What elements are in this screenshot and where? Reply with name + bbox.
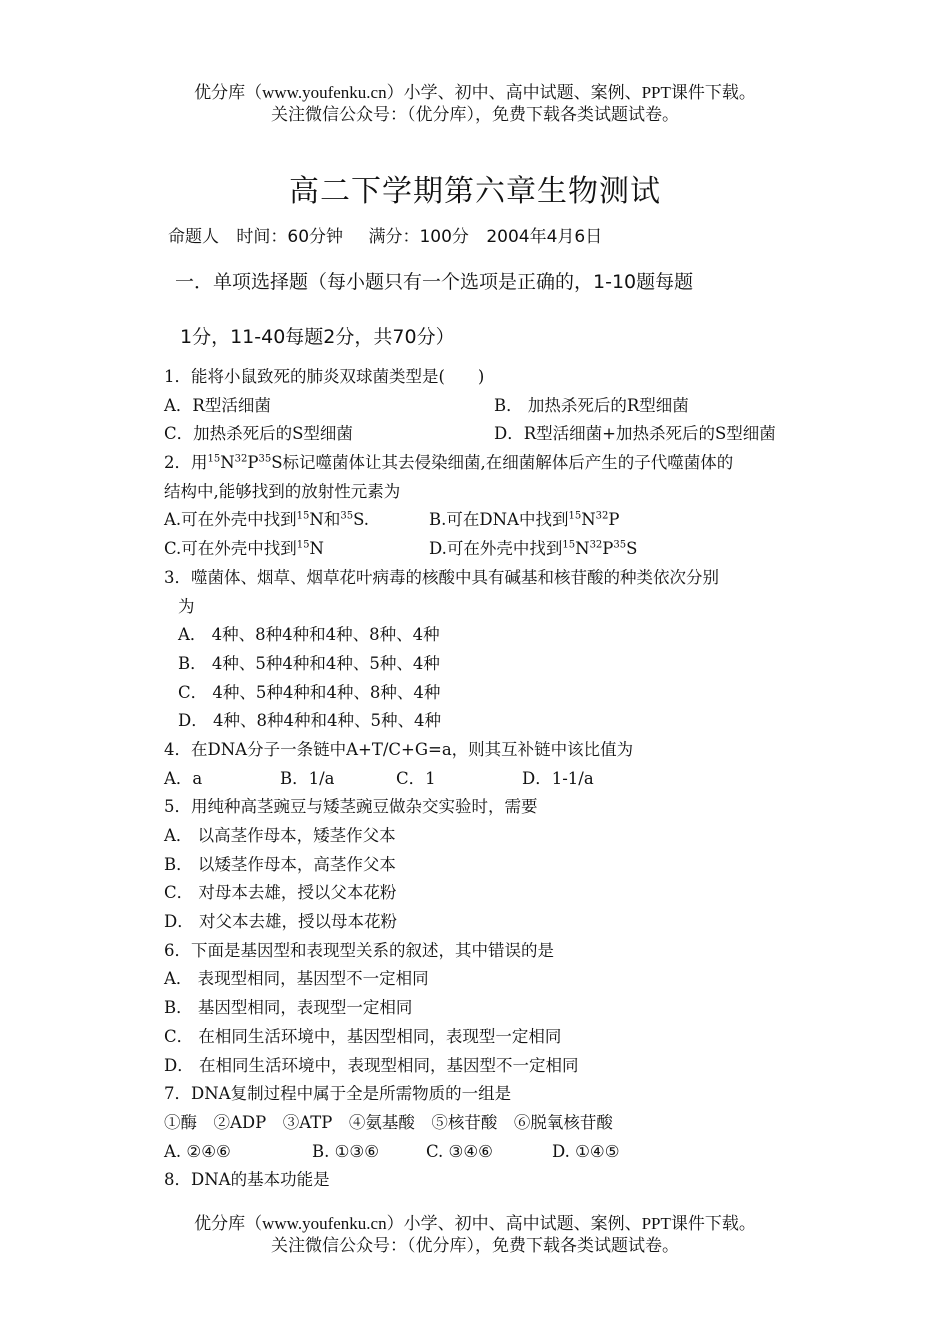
question-2-option-c	[164, 535, 324, 564]
question-2-stem	[164, 449, 824, 478]
question-2-option-a	[164, 506, 369, 535]
question-7-items: ①酶 ②ADP ③ATP ④氨基酸 ⑤核苷酸 ⑥脱氧核苷酸	[164, 1112, 613, 1132]
question-1-stem: 1．能将小鼠致死的肺炎双球菌类型是( )	[164, 367, 485, 386]
q2-a-mid: N和	[309, 510, 341, 530]
question-list	[164, 363, 824, 1195]
question-6-option-c: C． 在相同生活环境中，基因型相同，表现型一定相同	[164, 1026, 562, 1046]
exam-meta	[168, 222, 614, 247]
question-7-options	[164, 1138, 824, 1167]
question-3-option-a: A． 4种、8种4种和4种、8种、4种	[178, 625, 440, 645]
question-1-options-cd	[164, 420, 824, 449]
meta-author: 命题人	[168, 227, 219, 247]
q2-b-p32: 32	[595, 510, 609, 522]
question-3-option-b: B． 4种、5种4种和4种、5种、4种	[178, 653, 440, 673]
question-5-option-a: A． 以高茎作母本，矮茎作父本	[164, 826, 396, 845]
question-7-option-a: A. ②④⑥	[164, 1141, 231, 1161]
q2-a-n15: 15	[296, 510, 310, 522]
q2-a-text: A.可在外壳中找到	[164, 510, 297, 530]
question-2-options-cd	[164, 535, 824, 564]
question-3-option-c: C． 4种、5种4种和4种、8种、4种	[178, 682, 441, 702]
question-4-option-a: A．a	[164, 768, 203, 788]
q2-d-p32: 32	[589, 539, 603, 551]
question-7-option-b: B. ①③⑥	[312, 1141, 379, 1161]
question-3-option-d: D． 4种、8种4种和4种、5种、4种	[178, 711, 441, 731]
q2-d-s35: 35	[613, 539, 627, 551]
q2-d-s-symbol: S	[626, 539, 638, 559]
question-2-stem-prefix: 2．用	[164, 453, 208, 473]
q2-b-text: B.可在DNA中找到	[429, 510, 569, 530]
q2-b-n: N	[581, 510, 596, 530]
meta-score: 满分：100分	[368, 227, 469, 247]
question-4-option-b: B．1/a	[280, 768, 335, 788]
q2-b-n15: 15	[568, 510, 582, 522]
question-1-option-d: D．R型活细菌+加热杀死后的S型细菌	[494, 424, 776, 444]
footer-wechat-line: 关注微信公众号：（优分库），免费下载各类试题试卷。	[271, 1236, 679, 1255]
question-2-stem-suffix: S标记噬菌体让其去侵染细菌,在细菌解体后产生的子代噬菌体的	[271, 453, 734, 473]
question-3-stem-continued: 为	[178, 596, 195, 616]
q2-b-p: P	[608, 510, 620, 530]
question-5-stem: 5．用纯种高茎豌豆与矮茎豌豆做杂交实验时，需要	[164, 797, 538, 817]
q2-c-text: C.可在外壳中找到	[164, 539, 297, 559]
question-5-option-d: D． 对父本去雄，授以母本花粉	[164, 912, 397, 932]
question-4-stem: 4．在DNA分子一条链中A+T/C+G=a，则其互补链中该比值为	[164, 739, 634, 759]
meta-date: 2004年4月6日	[486, 227, 603, 247]
question-3-stem: 3．噬菌体、烟草、烟草花叶病毒的核酸中具有碱基和核苷酸的种类依次分别	[164, 567, 719, 587]
q2-d-text: D.可在外壳中找到	[429, 539, 563, 559]
footer-promo-line: 优分库（www.youfenku.cn）小学、初中、高中试题、案例、PPT课件下载。	[194, 1214, 756, 1233]
question-1-option-c: C．加热杀死后的S型细菌	[164, 424, 353, 444]
q2-a-post: S.	[353, 510, 370, 530]
question-2-stem-continued: 结构中,能够找到的放射性元素为	[164, 481, 401, 501]
question-4-options	[164, 765, 824, 794]
header-wechat-line: 关注微信公众号：（优分库），免费下载各类试题试卷。	[271, 105, 679, 124]
question-7-option-d: D. ①④⑤	[552, 1141, 620, 1161]
section-heading-line1: 一．单项选择题（每小题只有一个选项是正确的，1-10题每题	[175, 271, 694, 293]
q2-c-n: N	[309, 539, 324, 559]
question-1-options-ab	[164, 392, 824, 421]
q2-d-n: N	[575, 539, 590, 559]
question-8-stem: 8．DNA的基本功能是	[164, 1170, 330, 1190]
question-2-option-d	[429, 535, 637, 564]
question-1-option-a: A．R型活细菌	[164, 395, 271, 415]
isotope-s35-mass: 35	[258, 453, 272, 465]
q2-c-n15: 15	[296, 539, 310, 551]
header-promo-line: 优分库（www.youfenku.cn）小学、初中、高中试题、案例、PPT课件下载。	[194, 83, 756, 102]
isotope-n15-mass: 15	[207, 453, 221, 465]
question-2-options-ab	[164, 506, 824, 535]
question-5-option-c: C． 对母本去雄，授以父本花粉	[164, 883, 397, 903]
question-5-option-b: B． 以矮茎作母本，高茎作父本	[164, 854, 396, 874]
question-4-option-d: D．1-1/a	[522, 768, 594, 788]
isotope-n-symbol: N	[220, 453, 235, 473]
question-6-option-a: A． 表现型相同，基因型不一定相同	[164, 969, 429, 989]
isotope-p-symbol: P	[247, 453, 259, 473]
q2-d-p: P	[602, 539, 614, 559]
question-6-stem: 6．下面是基因型和表现型关系的叙述，其中错误的是	[164, 940, 554, 960]
question-6-option-b: B． 基因型相同，表现型一定相同	[164, 998, 413, 1018]
q2-a-s35: 35	[340, 510, 354, 522]
question-7-option-c: C. ③④⑥	[426, 1141, 493, 1161]
page-title: 高二下学期第六章生物测试	[289, 174, 661, 209]
q2-d-n15: 15	[562, 539, 576, 551]
section-heading-line2: 1分，11-40每题2分，共70分）	[180, 326, 455, 348]
question-7-stem: 7．DNA复制过程中属于全是所需物质的一组是	[164, 1084, 512, 1104]
question-6-option-d: D． 在相同生活环境中，表现型相同，基因型不一定相同	[164, 1055, 579, 1075]
isotope-p32-mass: 32	[234, 453, 248, 465]
question-2-option-b	[429, 506, 619, 535]
question-1-option-b: B． 加热杀死后的R型细菌	[494, 395, 689, 415]
question-4-option-c: C．1	[396, 768, 436, 788]
meta-time: 时间：60分钟	[236, 227, 344, 247]
